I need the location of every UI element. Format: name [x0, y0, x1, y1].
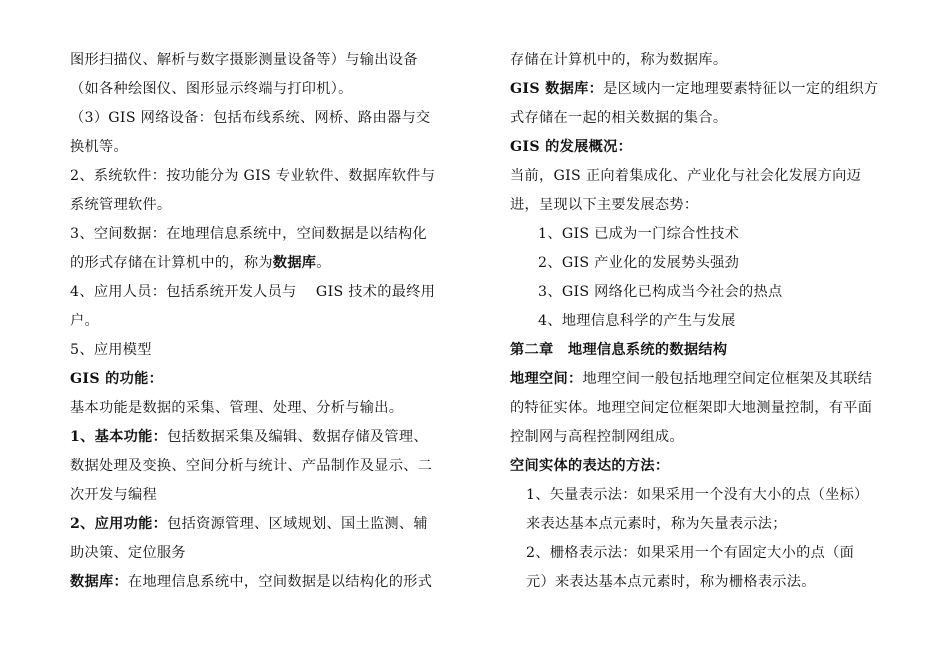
bold-term: GIS 数据库：: [510, 81, 604, 97]
left-text-line: [70, 162, 442, 191]
right-text-line: [510, 539, 882, 568]
text-run: 1、矢量表示法：如果采用一个没有大小的点（坐标）: [526, 487, 869, 503]
text-run: （3）GIS 网络设备：包括布线系统、网桥、路由器与交: [70, 110, 431, 126]
right-text-line: [510, 394, 882, 423]
text-run: 2、GIS 产业化的发展势头强劲: [538, 255, 740, 271]
text-run: 进，呈现以下主要发展态势：: [510, 197, 699, 213]
text-run: 次开发与编程: [70, 487, 157, 503]
left-text-line: [70, 75, 442, 104]
bold-term: 空间实体的表达的方法：: [510, 458, 670, 474]
bold-term: GIS 的功能：: [70, 371, 164, 387]
text-run: 数据处理及变换、空间分析与统计、产品制作及显示、二: [70, 458, 433, 474]
text-run: 式存储在一起的相关数据的集合。: [510, 110, 728, 126]
text-run: 4、地理信息科学的产生与发展: [538, 313, 736, 329]
right-text-line: [510, 75, 882, 104]
text-run: 5、应用模型: [70, 342, 152, 358]
text-run: 元）来表达基本点元素时，称为栅格表示法。: [526, 574, 816, 590]
right-text-line: [510, 365, 882, 394]
bold-term: 第二章 地理信息系统的数据结构: [510, 342, 728, 358]
left-text-line: [70, 452, 442, 481]
text-run: 2、系统软件：按功能分为 GIS 专业软件、数据库软件与: [70, 168, 436, 184]
text-run: 换机等。: [70, 139, 128, 155]
text-run: 基本功能是数据的采集、管理、处理、分析与输出。: [70, 400, 404, 416]
right-text-line: [510, 423, 882, 452]
right-text-line: [510, 278, 882, 307]
text-run: 的特征实体。地理空间定位框架即大地测量控制，有平面: [510, 400, 873, 416]
left-text-line: [70, 481, 442, 510]
text-run: 图形扫描仪、解析与数字摄影测量设备等）与输出设备: [70, 52, 418, 68]
text-run: 3、GIS 网络化已构成当今社会的热点: [538, 284, 783, 300]
text-run: 户。: [70, 313, 99, 329]
text-run: 当前，GIS 正向着集成化、产业化与社会化发展方向迈: [510, 168, 862, 184]
right-text-line: [510, 249, 882, 278]
bold-term: 1、基本功能：: [70, 429, 168, 445]
left-text-line: [70, 365, 442, 394]
left-text-line: [70, 568, 442, 597]
right-text-line: [510, 307, 882, 336]
left-text-line: [70, 220, 442, 249]
left-text-line: [70, 423, 442, 452]
left-text-line: [70, 278, 442, 307]
text-run: 在地理信息系统中，空间数据是以结构化的形式: [127, 574, 433, 590]
right-text-line: [510, 191, 882, 220]
text-run: 来表达基本点元素时，称为矢量表示法；: [526, 516, 787, 532]
text-run: 1、GIS 已成为一门综合性技术: [538, 226, 740, 242]
text-run: 地理空间一般包括地理空间定位框架及其联结: [582, 371, 873, 387]
left-text-line: [70, 510, 442, 539]
bold-term: 数据库: [272, 255, 317, 271]
bold-term: 2、应用功能：: [70, 516, 168, 532]
right-text-line: [510, 510, 882, 539]
left-column: [70, 46, 442, 597]
right-text-line: [510, 104, 882, 133]
text-run: 系统管理软件。: [70, 197, 172, 213]
bold-term: 数据库：: [70, 574, 128, 590]
text-run: 助决策、定位服务: [70, 545, 186, 561]
bold-term: 地理空间：: [510, 371, 583, 387]
bold-term: GIS 的发展概况：: [510, 139, 633, 155]
text-run: （如各种绘图仪、图形显示终端与打印机）。: [70, 81, 353, 97]
left-text-line: [70, 307, 442, 336]
left-text-line: [70, 394, 442, 423]
right-text-line: [510, 162, 882, 191]
right-text-line: [510, 133, 882, 162]
left-text-line: [70, 104, 442, 133]
text-run: 包括数据采集及编辑、数据存储及管理、: [167, 429, 428, 445]
text-run: 的形式存储在计算机中的，称为: [70, 255, 273, 271]
left-text-line: [70, 46, 442, 75]
text-run: 。: [316, 255, 331, 271]
right-text-line: [510, 481, 882, 510]
text-run: 4、应用人员：包括系统开发人员与 GIS 技术的最终用: [70, 284, 436, 300]
text-run: 控制网与高程控制网组成。: [510, 429, 684, 445]
right-text-line: [510, 46, 882, 75]
left-text-line: [70, 249, 442, 278]
text-run: 3、空间数据：在地理信息系统中，空间数据是以结构化: [70, 226, 428, 242]
right-text-line: [510, 220, 882, 249]
text-run: 是区域内一定地理要素特征以一定的组织方: [603, 81, 879, 97]
left-text-line: [70, 539, 442, 568]
right-text-line: [510, 568, 882, 597]
text-run: 存储在计算机中的，称为数据库。: [510, 52, 728, 68]
text-run: 包括资源管理、区域规划、国土监测、辅: [167, 516, 428, 532]
left-text-line: [70, 191, 442, 220]
right-text-line: [510, 336, 882, 365]
left-text-line: [70, 133, 442, 162]
right-text-line: [510, 452, 882, 481]
right-column: [510, 46, 882, 597]
left-text-line: [70, 336, 442, 365]
text-run: 2、栅格表示法：如果采用一个有固定大小的点（面: [526, 545, 855, 561]
